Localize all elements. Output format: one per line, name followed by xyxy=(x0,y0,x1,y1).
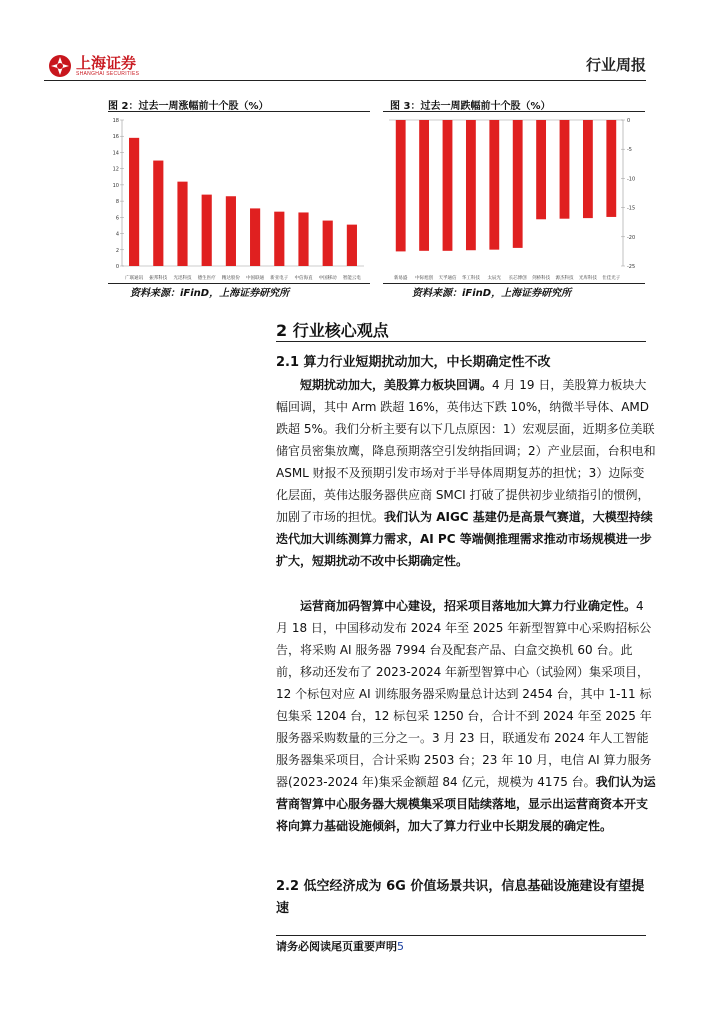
x-tick-label: 华工科技 xyxy=(461,276,480,281)
x-tick-label: 振邦科技 xyxy=(149,276,168,281)
y-tick-label: 0 xyxy=(115,264,119,270)
figure-2-chart xyxy=(108,112,370,282)
x-tick-label: 光库科技 xyxy=(578,276,597,281)
figure-3-title: 图 3：过去一周跌幅前十个股（%） xyxy=(390,101,551,112)
bar xyxy=(323,221,333,266)
bar xyxy=(202,195,212,266)
figure-3-chart xyxy=(383,112,645,282)
y-tick-label: 6 xyxy=(115,215,119,222)
bar xyxy=(536,120,546,219)
y-tick-label: 14 xyxy=(112,150,119,157)
logo-text-cn: 上海证券 xyxy=(76,53,137,72)
y-tick-label: -15 xyxy=(627,205,636,212)
paragraph-2-body: 4 月 18 日，中国移动发布 2024 年至 2025 年新型智算中心采购招标公告，将采购 AI 服务器 7994 台及配套产品、白盒交换机 60 台。此前，移动还发布了 2023-2024 年新型智算中心（试验网）集采项目，12 个标包对应 AI 训练服务器采购量总计达到 2454 台，其中 1-11 标包集采 1204 台，12 标包采 1250 台，合计不到 2024 年至 2025 年服务器采购数量的三分之一。3 月 23 日，联通发布 2024 年人工智能服务器集采项目，合计采购 2503 台；23 年 10 月，电信 AI 算力服务器(2023-2024 年)集采金额超 84 亿元，规模为 4175 台。 xyxy=(276,599,652,789)
bar xyxy=(298,212,308,266)
bar xyxy=(250,208,260,266)
y-tick-label: -5 xyxy=(627,147,632,154)
page-footer xyxy=(276,938,404,954)
y-tick-label: 0 xyxy=(627,118,631,124)
bar xyxy=(396,120,406,251)
bar xyxy=(489,120,499,250)
logo-text-en: SHANGHAI SECURITIES xyxy=(76,70,140,77)
paragraph-1-conclusion: 我们认为 AIGC 基建仍是高景气赛道，大模型持续迭代加大训练测算力需求，AI PC 等端侧推理需求推动市场规模进一步扩大，短期扰动不改中长期确定性。 xyxy=(276,510,653,568)
page-header xyxy=(44,48,646,82)
y-tick-label: 2 xyxy=(115,247,119,254)
disclaimer-notice: 请务必阅读尾页重要声明 xyxy=(276,940,397,953)
header-divider xyxy=(44,80,646,81)
page-number: 5 xyxy=(397,940,404,953)
bar xyxy=(583,120,593,218)
paragraph-2-conclusion: 我们认为运营商智算中心服务器大规模集采项目陆续落地，显示出运营商资本开支将向算力基础设施倾斜，加大了算力行业中长期发展的确定性。 xyxy=(276,775,656,833)
footer-divider xyxy=(276,935,646,936)
y-tick-label: 16 xyxy=(112,134,119,141)
x-tick-label: 中国联通 xyxy=(246,276,265,281)
y-tick-label: -25 xyxy=(627,264,636,270)
bar xyxy=(153,161,163,266)
paragraph-2 xyxy=(276,595,656,837)
x-tick-label: 德生医疗 xyxy=(197,276,216,281)
y-tick-label: 10 xyxy=(112,182,119,189)
x-tick-label: 中际旭创 xyxy=(415,276,434,281)
y-tick-label: -10 xyxy=(627,176,636,183)
bar xyxy=(606,120,616,217)
subsection-2-2-title: 2.2 低空经济成为 6G 价值场景共识，信息基础设施建设有望提速 xyxy=(276,879,645,916)
figure-3-source: 资料来源：iFinD，上海证券研究所 xyxy=(412,288,572,299)
bar xyxy=(443,120,453,251)
x-tick-label: 广联通讯 xyxy=(125,276,144,281)
section-title: 2 行业核心观点 xyxy=(276,321,389,340)
section-divider xyxy=(276,341,646,342)
x-tick-label: 精达股份 xyxy=(221,276,240,281)
x-tick-label: 新亚电子 xyxy=(270,276,289,281)
y-tick-label: 18 xyxy=(112,118,119,124)
x-tick-label: 中国移动 xyxy=(318,276,337,281)
x-tick-label: 剑桥科技 xyxy=(532,276,551,281)
figure-2-source: 资料来源：iFinD，上海证券研究所 xyxy=(130,288,290,299)
bar xyxy=(560,120,570,219)
x-tick-label: 光迅科技 xyxy=(173,276,192,281)
x-tick-label: 中信海直 xyxy=(294,276,313,281)
bar xyxy=(513,120,523,248)
x-tick-label: 智能云电 xyxy=(342,276,361,281)
paragraph-1-body: 4 月 19 日，美股算力板块大幅回调，其中 Arm 跌超 16%，英伟达下跌 10%，纳微半导体、AMD 跌超 5%。我们分析主要有以下几点原因：1）宏观层面，近期多位美联储官员密集放鹰，降息预期落空引发纳指回调；2）产业层面，台积电和 ASML 财报不及预期引发市场对于半导体周期复苏的担忧；3）边际变化层面，英伟达服务器供应商 SMCI 打破了提供初步业绩指引的惯例，加剧了市场的担忧。 xyxy=(276,378,656,524)
bar xyxy=(274,212,284,266)
x-tick-label: 新易盛 xyxy=(393,276,408,281)
figure-2-title: 图 2：过去一周涨幅前十个股（%） xyxy=(108,101,269,112)
x-tick-label: 太辰光 xyxy=(487,276,502,281)
paragraph-2-lead: 运营商加码智算中心建设，招采项目落地加大算力行业确定性。 xyxy=(300,599,637,613)
x-tick-label: 仕佳光子 xyxy=(602,276,621,281)
y-tick-label: 12 xyxy=(112,166,119,173)
logo xyxy=(48,54,139,78)
bar xyxy=(226,196,236,266)
y-tick-label: -20 xyxy=(627,234,636,241)
report-type: 行业周报 xyxy=(585,56,646,74)
logo-icon xyxy=(48,54,72,78)
subsection-2-1-title: 2.1 算力行业短期扰动加大，中长期确定性不改 xyxy=(276,355,551,370)
y-tick-label: 8 xyxy=(115,199,119,206)
x-tick-label: 天孚通信 xyxy=(438,276,457,281)
x-tick-label: 源杰科技 xyxy=(555,276,574,281)
bar xyxy=(129,138,139,266)
x-tick-label: 长芯博创 xyxy=(508,276,527,281)
bar xyxy=(466,120,476,250)
bar xyxy=(347,225,357,266)
paragraph-1-lead: 短期扰动加大，美股算力板块回调。 xyxy=(300,378,493,392)
bar xyxy=(419,120,429,251)
paragraph-1 xyxy=(276,374,656,572)
y-tick-label: 4 xyxy=(115,231,119,238)
bar xyxy=(177,182,187,266)
